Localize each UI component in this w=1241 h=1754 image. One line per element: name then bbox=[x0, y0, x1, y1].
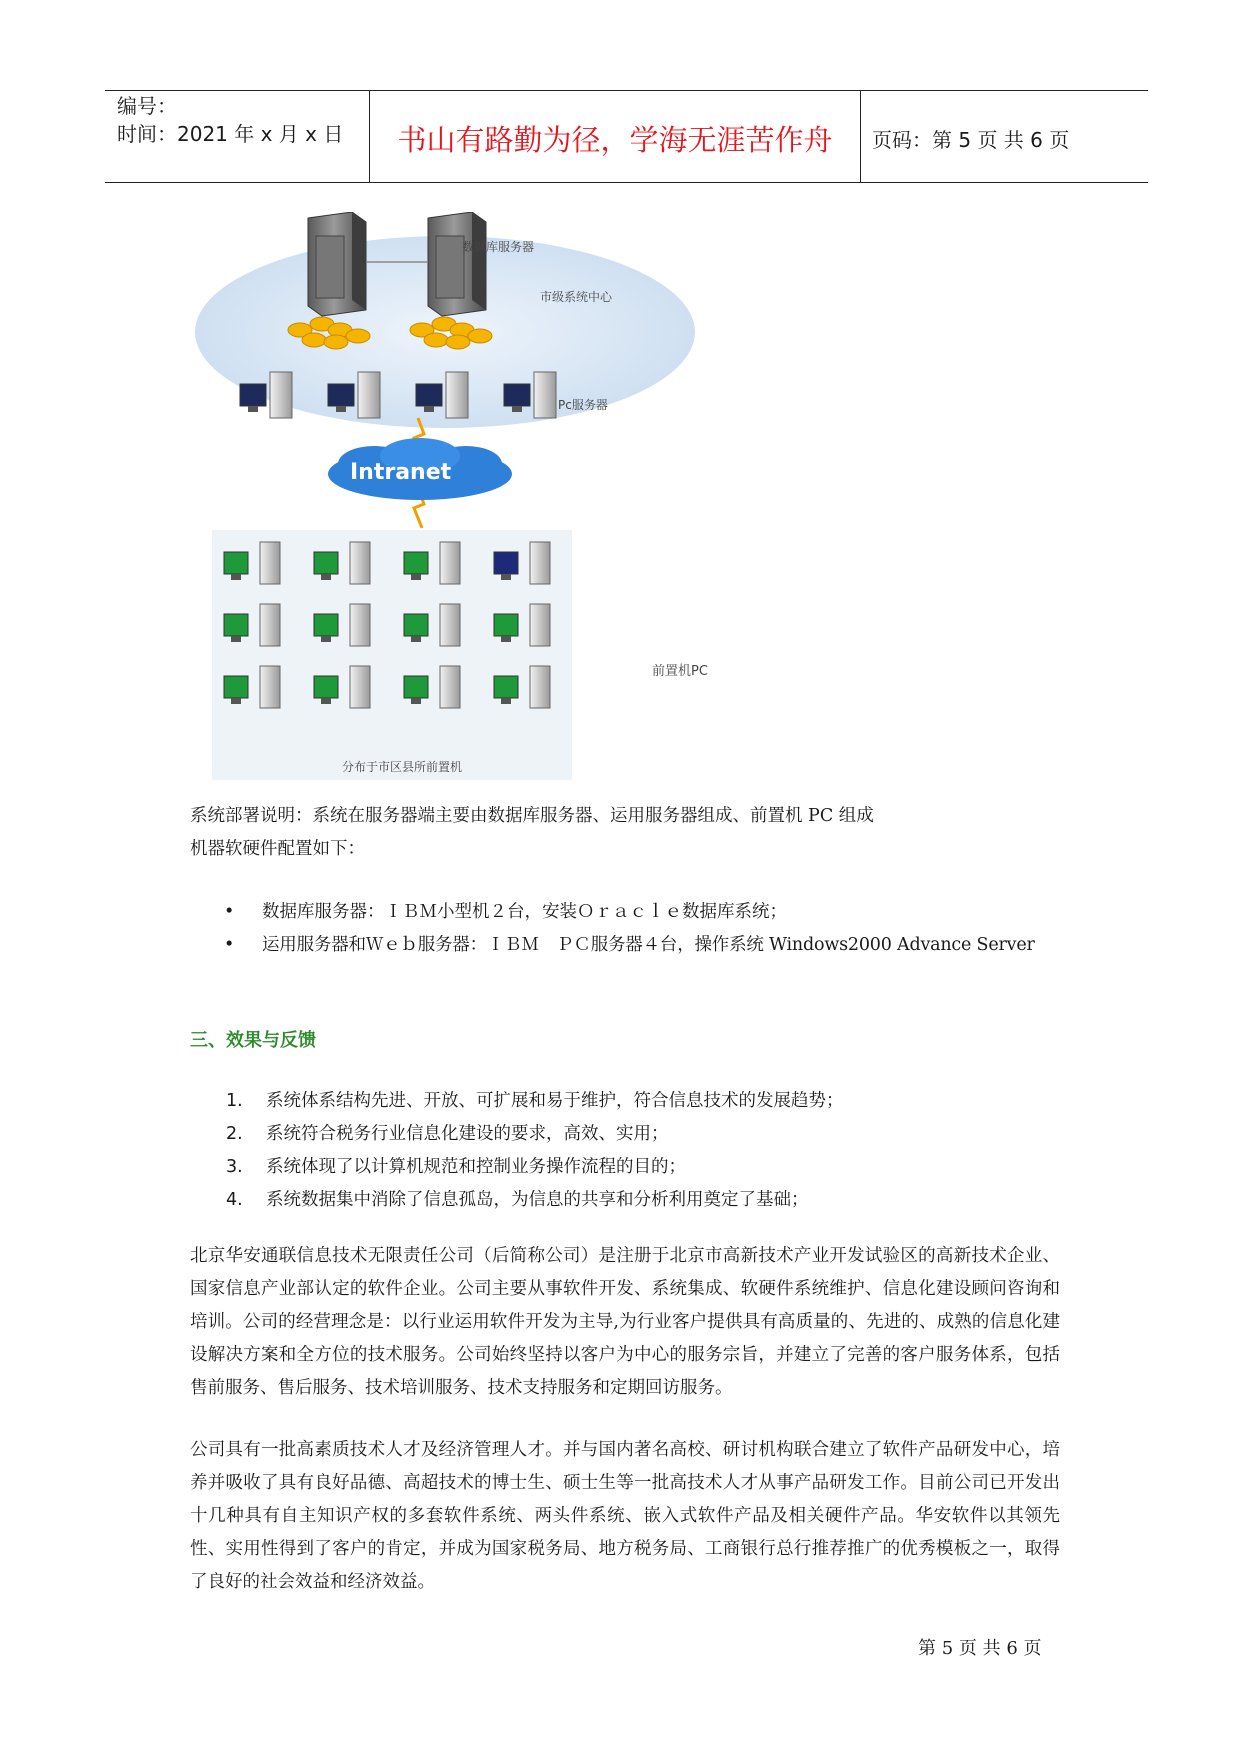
header-time: 时间：2021 年 x 月 x 日 bbox=[117, 122, 344, 146]
label-pc-server: Pc服务器 bbox=[558, 398, 608, 412]
bullet-text: 运用服务器和Ｗｅｂ服务器：ＩＢＭ ＰＣ服务器４台，操作系统 Windows2000 Advance Server bbox=[262, 935, 1035, 955]
list-number: 1. bbox=[226, 1091, 243, 1111]
list-number: 3. bbox=[226, 1157, 243, 1177]
list-item bbox=[226, 1120, 669, 1145]
bullet-item bbox=[224, 931, 1035, 956]
list-item bbox=[226, 1087, 844, 1112]
list-item bbox=[226, 1153, 686, 1178]
header-divider-right bbox=[860, 90, 861, 182]
deploy-line-2: 机器软硬件配置如下： bbox=[190, 839, 365, 859]
section-title: 三、效果与反馈 bbox=[190, 1030, 316, 1051]
label-intranet: Intranet bbox=[350, 460, 452, 485]
db-server-2 bbox=[428, 212, 486, 316]
list-number: 4. bbox=[226, 1190, 243, 1210]
bullet-text: 数据库服务器：ＩＢＭ小型机２台，安装Ｏｒａｃｌｅ数据库系统； bbox=[262, 902, 787, 922]
list-text: 系统体系结构先进、开放、可扩展和易于维护，符合信息技术的发展趋势； bbox=[266, 1091, 844, 1111]
header-top-rule bbox=[105, 90, 1148, 91]
label-county: 分布于市区县所前置机 bbox=[342, 760, 463, 774]
network-diagram-graphic bbox=[190, 212, 750, 782]
header-motto: 书山有路勤为径，学海无涯苦作舟 bbox=[397, 123, 833, 157]
header-number: 编号： bbox=[117, 94, 177, 118]
list-text: 系统数据集中消除了信息孤岛，为信息的共享和分析利用奠定了基础； bbox=[266, 1190, 809, 1210]
header-bottom-rule bbox=[105, 182, 1148, 183]
header-meta bbox=[117, 92, 343, 148]
company-paragraph-2: 公司具有一批高素质技术人才及经济管理人才。并与国内著名高校、研讨机构联合建立了软件产品研发中心，培养并吸收了具有良好品德、高超技术的博士生、硕士生等一批高技术人才从事产品研发工作。目前公司已开发出十几种具有自主知识产权的多套软件系统、两头件系统、嵌入式软件产品及相关硬件产品。华安软件以其领先性、实用性得到了客户的肯定，并成为国家税务局、地方税务局、工商银行总行推荐推广的优秀模板之一，取得了良好的社会效益和经济效益。 bbox=[190, 1440, 1060, 1592]
label-db-server: 数据库服务器 bbox=[462, 240, 535, 254]
list-number: 2. bbox=[226, 1124, 243, 1144]
page-footer: 第 5 页 共 6 页 bbox=[918, 1638, 1042, 1659]
list-text: 系统符合税务行业信息化建设的要求，高效、实用； bbox=[266, 1124, 669, 1144]
label-front-pc: 前置机PC bbox=[652, 664, 708, 679]
db-server-1 bbox=[308, 212, 366, 316]
bullet-item bbox=[224, 898, 787, 923]
list-item bbox=[226, 1186, 809, 1211]
label-city-center: 市级系统中心 bbox=[540, 290, 613, 304]
list-text: 系统体现了以计算机规范和控制业务操作流程的目的； bbox=[266, 1157, 686, 1177]
company-paragraph-1: 北京华安通联信息技术无限责任公司（后简称公司）是注册于北京市高新技术产业开发试验区的高新技术企业、国家信息产业部认定的软件企业。公司主要从事软件开发、系统集成、软硬件系统维护、信息化建设顾问咨询和培训。公司的经营理念是：以行业运用软件开发为主导,为行业客户提供具有高质量的、先进的、成熟的信息化建设解决方案和全方位的技术服务。公司始终坚持以客户为中心的服务宗旨，并建立了完善的客户服务体系，包括售前服务、售后服务、技术培训服务、技术支持服务和定期回访服务。 bbox=[190, 1246, 1060, 1398]
network-diagram bbox=[190, 212, 750, 782]
bullet-dot: • bbox=[224, 902, 235, 922]
bullet-dot: • bbox=[224, 935, 235, 955]
header-page-code: 页码：第 5 页 共 6 页 bbox=[872, 128, 1070, 152]
deploy-line-1: 系统部署说明：系统在服务器端主要由数据库服务器、运用服务器组成、前置机 PC 组成 bbox=[190, 806, 874, 826]
